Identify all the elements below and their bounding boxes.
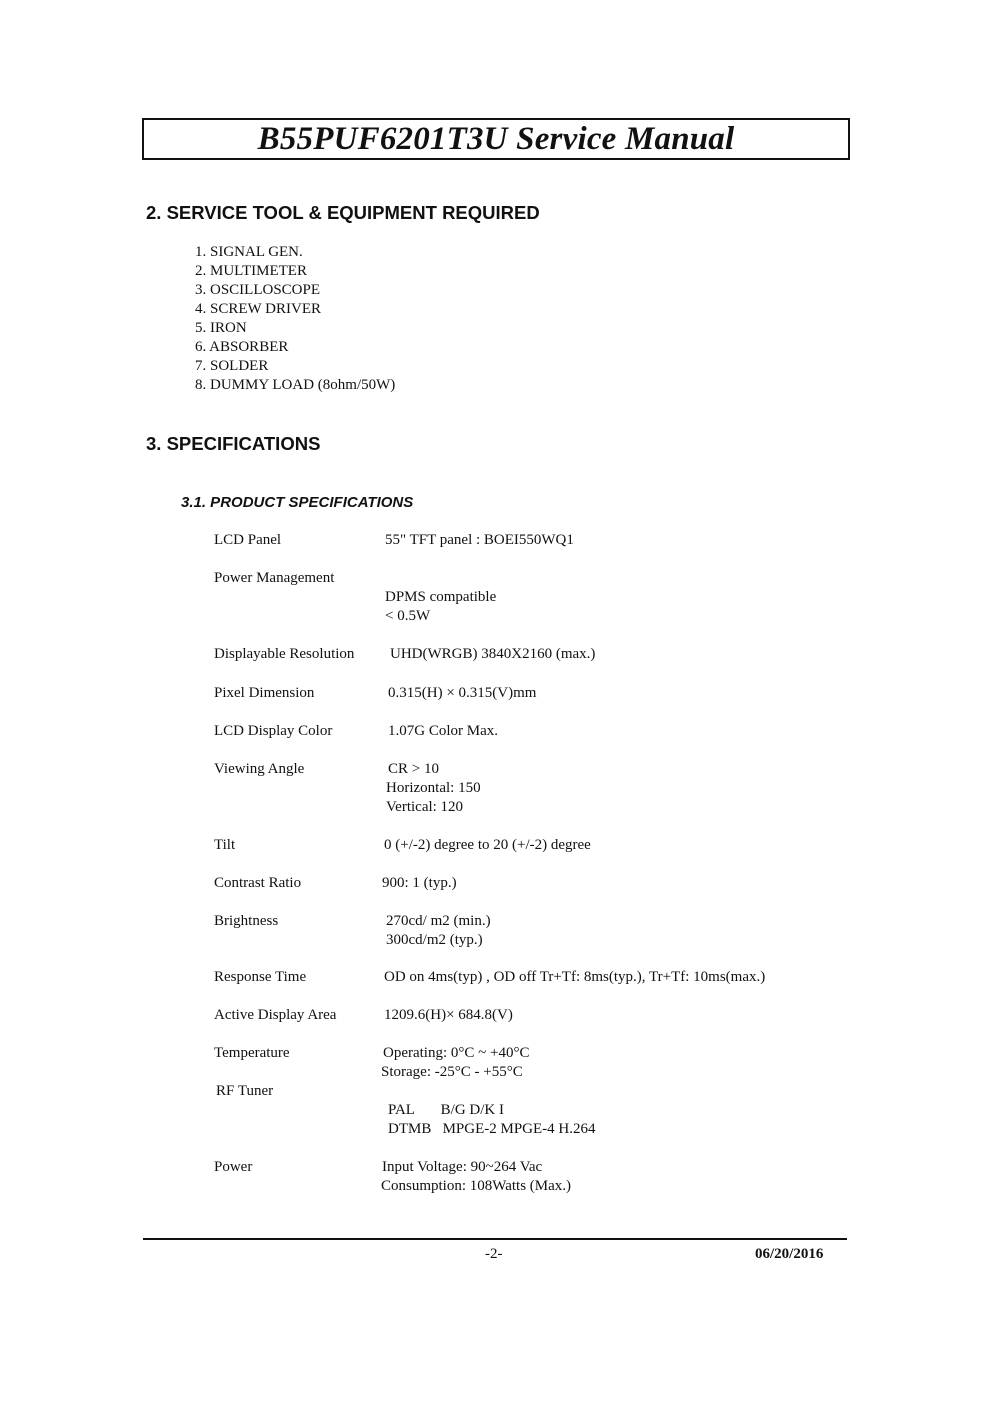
spec-value-power-2: Consumption: 108Watts (Max.) — [381, 1178, 572, 1194]
list-item: 8. DUMMY LOAD (8ohm/50W) — [195, 377, 396, 393]
list-item: 3. OSCILLOSCOPE — [195, 282, 321, 298]
spec-value-lcd-display-color: 1.07G Color Max. — [388, 723, 498, 739]
spec-value-temperature-2: Storage: -25°C - +55°C — [381, 1064, 523, 1080]
page-title: B55PUF6201T3U Service Manual — [257, 120, 735, 157]
spec-value-contrast-ratio: 900: 1 (typ.) — [382, 875, 457, 891]
spec-label-power-management: Power Management — [214, 570, 335, 586]
equipment-list — [195, 243, 395, 395]
spec-value-temperature-1: Operating: 0°C ~ +40°C — [383, 1045, 530, 1061]
spec-value-displayable-resolution: UHD(WRGB) 3840X2160 (max.) — [390, 646, 596, 662]
spec-value-viewing-angle-3: Vertical: 120 — [386, 799, 464, 815]
spec-label-pixel-dimension: Pixel Dimension — [214, 685, 315, 701]
spec-value-pixel-dimension: 0.315(H) × 0.315(V)mm — [388, 685, 537, 701]
spec-value-brightness-1: 270cd/ m2 (min.) — [386, 913, 491, 929]
list-item: 2. MULTIMETER — [195, 263, 307, 279]
list-item: 7. SOLDER — [195, 358, 269, 374]
spec-label-lcd-display-color: LCD Display Color — [214, 723, 333, 739]
spec-value-power-management-2: < 0.5W — [385, 608, 431, 624]
spec-label-lcd-panel: LCD Panel — [214, 532, 282, 548]
page-number: -2- — [485, 1246, 503, 1262]
page-title-box — [142, 118, 850, 160]
spec-value-active-display-area: 1209.6(H)× 684.8(V) — [384, 1007, 513, 1023]
list-item: 5. IRON — [195, 320, 247, 336]
spec-value-rf-tuner-1: PAL B/G D/K I — [388, 1102, 504, 1118]
spec-value-rf-tuner-2: DTMB MPGE-2 MPGE-4 H.264 — [388, 1121, 596, 1137]
section-3-heading: 3. SPECIFICATIONS — [146, 433, 321, 454]
spec-label-power: Power — [214, 1159, 253, 1175]
spec-value-response-time: OD on 4ms(typ) , OD off Tr+Tf: 8ms(typ.), Tr+Tf: 10ms(max.) — [384, 969, 766, 985]
spec-value-power-1: Input Voltage: 90~264 Vac — [382, 1159, 543, 1175]
list-item: 1. SIGNAL GEN. — [195, 244, 303, 260]
spec-value-viewing-angle-1: CR > 10 — [388, 761, 439, 777]
section-3-1-heading: 3.1. PRODUCT SPECIFICATIONS — [181, 494, 414, 511]
footer-date: 06/20/2016 — [755, 1246, 824, 1262]
spec-label-response-time: Response Time — [214, 969, 307, 985]
spec-label-temperature: Temperature — [214, 1045, 290, 1061]
section-2-heading: 2. SERVICE TOOL & EQUIPMENT REQUIRED — [146, 202, 540, 223]
spec-label-rf-tuner: RF Tuner — [216, 1083, 274, 1099]
spec-label-tilt: Tilt — [214, 837, 236, 853]
spec-value-viewing-angle-2: Horizontal: 150 — [386, 780, 481, 796]
spec-label-active-display-area: Active Display Area — [214, 1007, 337, 1023]
spec-value-brightness-2: 300cd/m2 (typ.) — [386, 932, 483, 948]
spec-value-tilt: 0 (+/-2) degree to 20 (+/-2) degree — [384, 837, 591, 853]
spec-label-brightness: Brightness — [214, 913, 279, 929]
list-item: 6. ABSORBER — [195, 339, 289, 355]
spec-value-lcd-panel: 55" TFT panel : BOEI550WQ1 — [385, 532, 574, 548]
footer-divider — [143, 1238, 847, 1240]
spec-label-viewing-angle: Viewing Angle — [214, 761, 305, 777]
spec-value-power-management-1: DPMS compatible — [385, 589, 497, 605]
list-item: 4. SCREW DRIVER — [195, 301, 321, 317]
spec-label-displayable-resolution: Displayable Resolution — [214, 646, 355, 662]
spec-label-contrast-ratio: Contrast Ratio — [214, 875, 302, 891]
